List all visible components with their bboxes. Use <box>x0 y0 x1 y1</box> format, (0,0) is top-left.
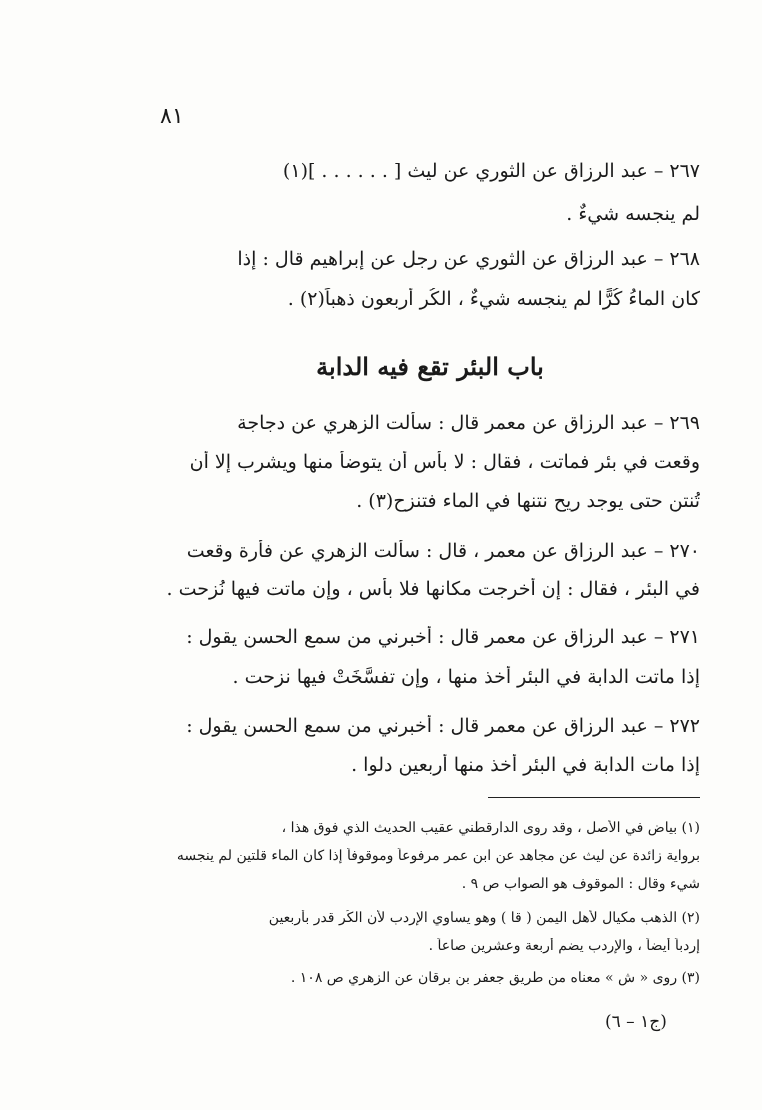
entry-272-line-1: ٢٧٢ – عبد الرزاق عن معمر قال : أخبرني من سمع الحسن يقول : <box>186 715 700 737</box>
entry-271-line-1: ٢٧١ – عبد الرزاق عن معمر قال : أخبرني من سمع الحسن يقول : <box>186 626 700 648</box>
page-number: ٨١ <box>160 104 184 129</box>
entry-269-line-2: وقعت في بئر فماتت ، فقال : لا بأس أن يتوضأ منها ويشرب إلا أن <box>189 451 700 473</box>
volume-mark: (ج١ – ٦) <box>605 1012 667 1032</box>
entry-269-line-1: ٢٦٩ – عبد الرزاق عن معمر قال : سألت الزهري عن دجاجة <box>237 412 700 434</box>
footnote-1-line-2: برواية زائدة عن ليث عن مجاهد عن ابن عمر مرفوعاً وموقوفاً إذا كان الماء قلتين لم ينجسه <box>176 848 700 864</box>
entry-270-line-2: في البئر ، فقال : إن أُخرجت مكانها فلا بأس ، وإن ماتت فيها نُزحت . <box>166 578 700 600</box>
footnote-separator <box>488 797 700 798</box>
footnote-3-line-1: (٣) روى « ش » معناه من طريق جعفر بن برقان عن الزهري ص ١٠٨ . <box>290 970 700 986</box>
footnote-2-line-1: (٢) الذهب مكيال لأهل اليمن ( قا ) وهو يساوي الإردب لأن الكُر قدر بأربعين <box>268 910 700 926</box>
entry-270-line-1: ٢٧٠ – عبد الرزاق عن معمر ، قال : سألت الزهري عن فأرة وقعت <box>186 540 700 562</box>
entry-267-line-1: ٢٦٧ – عبد الرزاق عن الثوري عن ليث [ . . . . . . ](١) <box>282 160 700 182</box>
entry-271-line-2: إذا ماتت الدابة في البئر أُخذ منها ، وإن تفسَّخَتْ فيها نزحت . <box>232 666 700 688</box>
entry-267-line-2: لم ينجسه شيءٌ . <box>566 203 700 225</box>
entry-268-line-2: كان الماءُ كُرًّا لم ينجسه شيءٌ ، الكُر أربعون ذهباً(٢) . <box>287 288 700 310</box>
entry-269-line-3: تُنتن حتى يوجد ريح نتنها في الماء فتنزح(٣) . <box>356 490 700 512</box>
entry-268-line-1: ٢٦٨ – عبد الرزاق عن الثوري عن رجل عن إبراهيم قال : إذا <box>237 248 700 270</box>
footnote-1-line-3: شيء وقال : الموقوف هو الصواب ص ٩ . <box>461 876 700 892</box>
footnote-1-line-1: (١) بياض في الأصل ، وقد روى الدارقطني عقيب الحديث الذي فوق هذا ، <box>281 820 700 836</box>
entry-272-line-2: إذا مات الدابة في البئر أخذ منها أربعين دلوا . <box>351 754 700 776</box>
footnote-2-line-2: إردباً أيضاً ، والإردب يضم أربعة وعشرين صاعاً . <box>428 938 700 954</box>
section-heading: باب البئر تقع فيه الدابة <box>316 352 544 381</box>
